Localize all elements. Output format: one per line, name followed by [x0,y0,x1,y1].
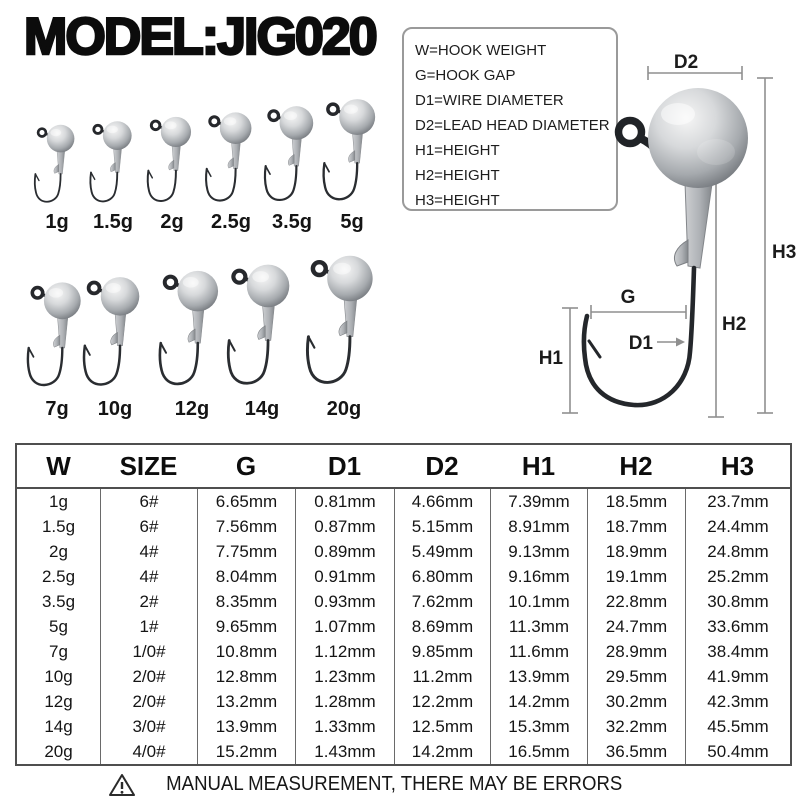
jig-collar [685,182,712,268]
jig-weight-label: 1.5g [92,211,134,233]
table-cell: 50.4mm [685,739,790,764]
table-cell: 2g [49,542,68,561]
table-cell: 12.8mm [197,664,295,689]
footer-warning [0,769,774,800]
table-cell: 33.6mm [685,614,790,639]
table-cell: 6# [100,489,197,514]
table-row [17,539,790,564]
table-cell: 1.43mm [295,739,394,764]
table-header-cell: D1 [295,445,394,489]
table-cell: 8.69mm [394,614,490,639]
jig-image [82,110,145,210]
table-header-cell: D2 [394,445,490,489]
table-cell: 3.5g [41,592,76,611]
table-cell: 41.9mm [685,664,790,689]
table-cell: 20g [44,742,73,761]
jig-weight-label: 2g [160,211,184,233]
table-row [17,639,790,664]
table-cell: 4# [100,564,197,589]
table-cell: 12g [44,692,73,711]
page-title: MODEL:JIG020 [24,8,376,66]
table-cell: 0.87mm [295,514,394,539]
table-cell: 45.5mm [685,714,790,739]
jig-weight-label: 2.5g [210,211,252,233]
table-cell: 1.07mm [295,614,394,639]
table-cell: 3/0# [100,714,197,739]
bait-keeper-barb [674,240,688,266]
table-cell: 14g [44,717,73,736]
table-cell: 18.5mm [587,489,685,514]
jig-image [294,238,394,396]
table-header-cell: H2 [587,445,685,489]
jig-image [139,105,205,210]
jig-weight-label: 3.5g [271,211,313,233]
table-cell: 9.13mm [490,539,587,564]
jig-image [313,85,392,210]
table-cell: 30.8mm [685,589,790,614]
jig-weight-label: 1g [45,211,69,233]
table-cell: 14.2mm [394,739,490,764]
table-cell: 24.4mm [685,514,790,539]
table-cell: 15.3mm [490,714,587,739]
legend-item: W=HOOK WEIGHT [415,42,547,59]
jig-head-illustration [584,88,748,405]
table-cell: 10g [44,667,73,686]
table-cell: 1.33mm [295,714,394,739]
table-cell: 0.93mm [295,589,394,614]
jig-weight-label: 7g [45,398,69,420]
legend-item: G=HOOK GAP [415,67,516,84]
table-cell: 24.7mm [587,614,685,639]
table-row [17,739,790,764]
table-cell: 10.1mm [490,589,587,614]
table-cell: 13.9mm [197,714,295,739]
dim-label-h3: H3 [772,242,797,263]
table-cell: 7.39mm [490,489,587,514]
table-cell: 5g [49,617,68,636]
table-cell: 5.49mm [394,539,490,564]
table-cell: 1.23mm [295,664,394,689]
table-cell: 7g [49,642,68,661]
table-cell: 30.2mm [587,689,685,714]
table-cell: 2# [100,589,197,614]
table-cell: 1.28mm [295,689,394,714]
table-cell: 1.12mm [295,639,394,664]
table-cell: 0.91mm [295,564,394,589]
table-cell: 4# [100,539,197,564]
jig-weight-label: 14g [244,398,280,420]
table-cell: 15.2mm [197,739,295,764]
dim-label-d1: D1 [628,333,653,354]
jig-image [27,114,87,210]
table-row [17,514,790,539]
table-cell: 1.5g [41,517,76,536]
table-cell: 38.4mm [685,639,790,664]
table-cell: 0.89mm [295,539,394,564]
jig-weight-label: 20g [326,398,362,420]
table-cell: 4.66mm [394,489,490,514]
table-cell: 36.5mm [587,739,685,764]
table-cell: 23.7mm [685,489,790,514]
table-cell: 7.75mm [197,539,295,564]
table-cell: 18.9mm [587,539,685,564]
table-row [17,614,790,639]
table-cell: 8.35mm [197,589,295,614]
table-cell: 10.8mm [197,639,295,664]
table-cell: 2/0# [100,689,197,714]
spec-table [15,443,792,766]
legend-item: H2=HEIGHT [415,167,500,184]
table-cell: 6.65mm [197,489,295,514]
table-cell: 11.2mm [394,664,490,689]
table-cell: 11.6mm [490,639,587,664]
dim-label-h2: H2 [722,314,747,335]
table-cell: 2/0# [100,664,197,689]
table-cell: 7.62mm [394,589,490,614]
table-cell: 9.16mm [490,564,587,589]
table-cell: 12.2mm [394,689,490,714]
table-cell: 6# [100,514,197,539]
table-cell: 4/0# [100,739,197,764]
table-cell: 42.3mm [685,689,790,714]
table-header-cell: H3 [685,445,790,489]
jig-weight-label: 12g [174,398,210,420]
table-cell: 12.5mm [394,714,490,739]
table-cell: 29.5mm [587,664,685,689]
table-row [17,564,790,589]
table-cell: 9.65mm [197,614,295,639]
table-row [17,689,790,714]
warning-triangle-icon [108,772,136,798]
table-row [17,589,790,614]
legend-item: H1=HEIGHT [415,142,500,159]
dimension-diagram [528,30,800,435]
footer-warning-text: MANUAL MEASUREMENT, THERE MAY BE ERRORS [166,773,623,795]
table-cell: 22.8mm [587,589,685,614]
dim-label-g: G [620,287,636,308]
table-cell: 13.2mm [197,689,295,714]
table-cell: 2.5g [41,567,76,586]
table-cell: 8.04mm [197,564,295,589]
table-cell: 19.1mm [587,564,685,589]
table-header-cell: G [197,445,295,489]
table-cell: 9.85mm [394,639,490,664]
table-header-row [17,445,790,489]
table-cell: 18.7mm [587,514,685,539]
legend-item: H3=HEIGHT [415,192,500,209]
hook-barb [589,341,600,357]
table-cell: 7.56mm [197,514,295,539]
table-header-cell: H1 [490,445,587,489]
table-cell: 6.80mm [394,564,490,589]
dim-label-d2: D2 [673,52,699,73]
jig-weight-label: 5g [340,211,364,233]
table-cell: 1g [49,492,68,511]
legend-item: D1=WIRE DIAMETER [415,92,564,109]
table-cell: 13.9mm [490,664,587,689]
table-cell: 1# [100,614,197,639]
table-cell: 5.15mm [394,514,490,539]
table-header-cell: SIZE [100,445,197,489]
table-cell: 25.2mm [685,564,790,589]
table-cell: 32.2mm [587,714,685,739]
dim-label-h1: H1 [538,348,563,369]
table-cell: 8.91mm [490,514,587,539]
table-cell: 16.5mm [490,739,587,764]
table-cell: 11.3mm [490,614,587,639]
table-header-cell: W [17,445,100,489]
table-cell: 28.9mm [587,639,685,664]
table-cell: 14.2mm [490,689,587,714]
table-row [17,664,790,689]
jig-eyelet-icon [619,121,642,144]
table-cell: 24.8mm [685,539,790,564]
table-cell: 1/0# [100,639,197,664]
table-row [17,489,790,514]
jig-weight-label: 10g [97,398,133,420]
legend-item: D2=LEAD HEAD DIAMETER [415,117,610,134]
jig-image [73,262,157,396]
table-row [17,714,790,739]
jig-head-ball [648,88,748,188]
table-cell: 0.81mm [295,489,394,514]
